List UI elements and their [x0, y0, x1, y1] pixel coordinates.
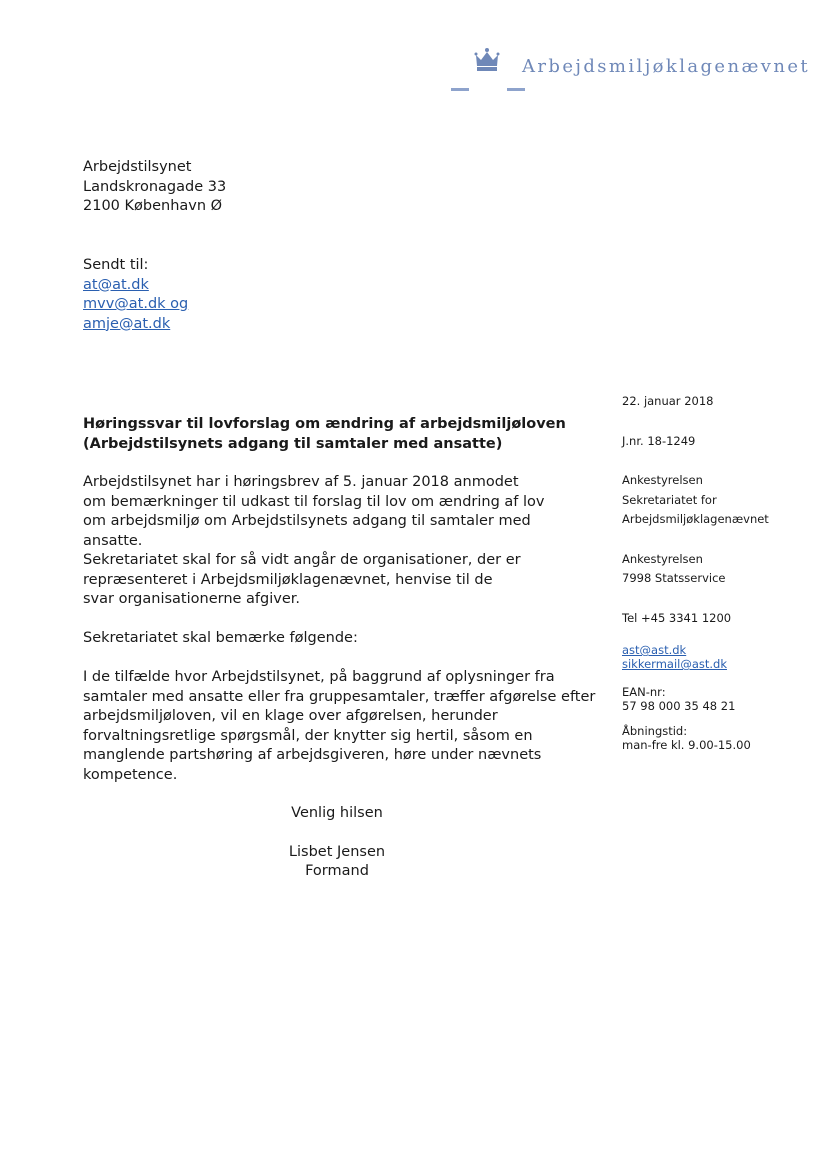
hours-value: man-fre kl. 9.00-15.00 — [622, 738, 751, 752]
brand-name: Arbejdsmiljøklagenævnet — [522, 56, 811, 77]
sidebar-hours — [622, 724, 822, 752]
phone-number: Tel +45 3341 1200 — [622, 610, 732, 625]
sidebar-ean — [622, 685, 822, 713]
closing-greeting: Venlig hilsen — [291, 805, 383, 821]
org-dept-line-1: Sekretariatet for — [622, 492, 717, 507]
recipient-street: Landskronagade 33 — [83, 178, 227, 195]
paragraph-1: Arbejdstilsynet har i høringsbrev af 5. januar 2018 anmodet om bemærkninger til udkast til forslag til lov om ændring af lov om arbejdsmiljø om Arbejdstilsynets adgang til samtaler med ansatte. — [83, 474, 545, 549]
signer-title: Formand — [305, 863, 369, 879]
hours-label: Åbningstid: — [622, 724, 688, 738]
recipient-name: Arbejdstilsynet — [83, 159, 192, 175]
header-logo — [472, 46, 502, 76]
email-link-mvv[interactable]: mvv@at.dk og — [83, 296, 189, 312]
subject-line-1: Høringssvar til lovforslag om ændring af arbejdsmiljøloven — [83, 416, 566, 432]
email-link-at[interactable]: at@at.dk — [83, 276, 149, 293]
address-name: Ankestyrelsen — [622, 551, 703, 566]
crown-icon — [472, 46, 502, 76]
sidebar-contact — [622, 643, 822, 671]
recipient-address — [83, 158, 226, 217]
header-bar-left — [451, 88, 469, 91]
ean-label: EAN-nr: — [622, 685, 666, 699]
org-name: Ankestyrelsen — [622, 473, 703, 487]
letter-subject — [83, 414, 593, 454]
recipient-city: 2100 København Ø — [83, 198, 223, 214]
subject-line-2: (Arbejdstilsynets adgang til samtaler med ansatte) — [83, 436, 503, 452]
sent-to-label: Sendt til: — [83, 257, 149, 273]
email-link-ast[interactable]: ast@ast.dk — [622, 643, 687, 657]
journal-number: J.nr. 18-1249 — [622, 433, 696, 448]
header-bar-right — [507, 88, 525, 91]
org-dept-line-2: Arbejdsmiljøklagenævnet — [622, 512, 769, 526]
sent-to-block — [83, 256, 188, 334]
paragraph-4: I de tilfælde hvor Arbejdstilsynet, på baggrund af oplysninger fra samtaler med ansatte eller fra gruppesamtaler, træffer afgørelse efter arbejdsmiljøloven, vil en klage over afgørelsen, herunder forvaltningsretlige spørgsmål, der knytter sig hertil, såsom en manglende partshøring af arbejdsgiveren, høre under nævnets kompetence. — [83, 669, 596, 783]
email-link-amje[interactable]: amje@at.dk — [83, 315, 171, 332]
paragraph-3: Sekretariatet skal bemærke følgende: — [83, 630, 358, 646]
email-link-sikkermail[interactable]: sikkermail@ast.dk — [622, 657, 727, 671]
ean-value: 57 98 000 35 48 21 — [622, 699, 736, 713]
letter-date: 22. januar 2018 — [622, 394, 714, 408]
paragraph-2: Sekretariatet skal for så vidt angår de organisationer, der er repræsenteret i Arbejdsmiljøklagenævnet, henvise til de svar organisationerne afgiver. — [83, 552, 521, 607]
sidebar — [622, 392, 822, 628]
signer-name: Lisbet Jensen — [288, 844, 386, 860]
address-city: 7998 Statsservice — [622, 571, 726, 585]
